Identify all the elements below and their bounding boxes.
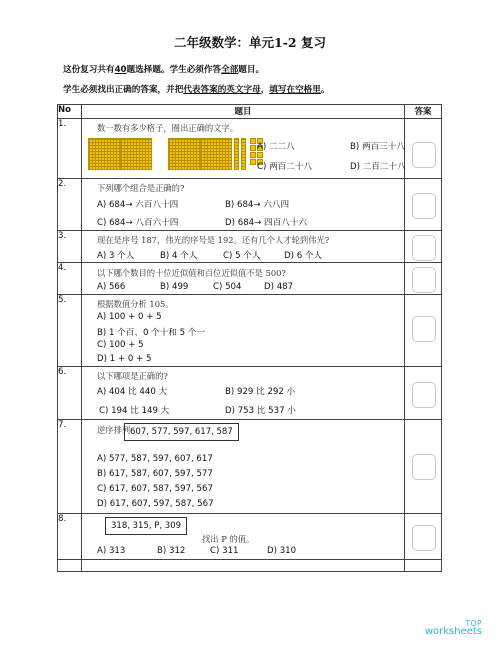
option-d[interactable]: D) 684→ 四百八十六 [225, 218, 308, 228]
answer-box-7[interactable] [412, 454, 436, 480]
answer-cell [405, 420, 442, 514]
question-7 [82, 420, 405, 514]
option-d[interactable]: D) 6 个人 [284, 251, 323, 261]
table-row [58, 179, 442, 231]
table-header-row [58, 105, 442, 119]
answer-box-4[interactable] [412, 267, 436, 293]
option-b[interactable]: B) 499 [160, 282, 189, 292]
question-number: 3. [58, 231, 82, 263]
intro-line-2: 学生必须找出正确的答案，并把代表答案的英文字母，填写在空格里。 [63, 85, 330, 95]
answer-cell [405, 231, 442, 263]
question-text: 根据数值分析 105。 [97, 299, 174, 309]
table-row [58, 295, 442, 367]
question-text: 数一数有多少格子，圈出正确的文字。 [97, 123, 239, 133]
answer-cell [405, 119, 442, 179]
answer-box-2[interactable] [412, 193, 436, 219]
question-text: 找出 P 的值。 [202, 534, 255, 544]
option-c[interactable]: C) 617, 607, 587, 597, 567 [97, 484, 213, 494]
option-c[interactable]: C) 5 个人 [223, 251, 261, 261]
answer-box-8[interactable] [412, 525, 436, 551]
answer-cell [405, 367, 442, 420]
option-b[interactable]: B) 4 个人 [160, 251, 198, 261]
answer-box-3[interactable] [412, 235, 436, 261]
option-d[interactable]: D) 310 [267, 546, 297, 556]
header-answer: 答案 [405, 105, 442, 119]
question-number: 8. [58, 514, 82, 560]
option-a[interactable]: A) 100 + 0 + 5 [97, 312, 162, 322]
question-text: 下列哪个组合是正确的? [97, 183, 185, 193]
option-a[interactable]: A) 404 比 440 大 [97, 387, 168, 397]
answer-box-6[interactable] [412, 382, 436, 408]
topworksheets-logo: TOP worksheets [424, 618, 482, 637]
option-b[interactable]: B) 617, 587, 607, 597, 577 [97, 469, 213, 479]
sequence-box: 318, 315, P, 309 [105, 517, 187, 535]
question-2 [82, 179, 405, 231]
question-text: 现在是序号 187，伟光的序号是 192。还有几个人才轮到伟光? [97, 235, 330, 245]
question-number: 7. [58, 420, 82, 514]
option-a[interactable]: A) 577, 587, 597, 607, 617 [97, 454, 213, 464]
question-4 [82, 263, 405, 295]
option-a[interactable]: A) 313 [97, 546, 126, 556]
option-d[interactable]: D) 753 比 537 小 [225, 406, 296, 416]
option-c[interactable]: C) 194 比 149 大 [99, 406, 170, 416]
header-question: 题目 [82, 105, 405, 119]
option-a[interactable]: A) 566 [97, 282, 126, 292]
answer-box-1[interactable] [412, 142, 436, 168]
option-b[interactable]: B) 684→ 六八四 [225, 200, 290, 210]
option-c[interactable]: C) 两百二十八 [257, 162, 313, 172]
option-d[interactable]: D) 二百二十八 [350, 162, 406, 172]
option-d[interactable]: D) 1 + 0 + 5 [97, 354, 152, 364]
option-b[interactable]: B) 两百三十八 [350, 142, 405, 152]
option-b[interactable]: B) 929 比 292 小 [225, 387, 296, 397]
answer-cell [405, 295, 442, 367]
table-row [58, 367, 442, 420]
question-text: 以下哪项是正确的? [97, 371, 168, 381]
option-c[interactable]: C) 504 [213, 282, 242, 292]
question-1 [82, 119, 405, 179]
header-no: No [58, 105, 82, 119]
quiz-table [57, 104, 442, 572]
sequence-box: 607, 577, 597, 617, 587 [124, 423, 239, 441]
table-row [58, 119, 442, 179]
answer-cell [405, 179, 442, 231]
answer-cell [405, 263, 442, 295]
question-number: 2. [58, 179, 82, 231]
table-row [58, 514, 442, 560]
question-5 [82, 295, 405, 367]
question-number: 4. [58, 263, 82, 295]
question-text: 以下哪个数目的十位近似值和百位近似值不是 500? [97, 268, 286, 278]
option-c[interactable]: C) 684→ 八百六十四 [97, 218, 179, 228]
question-8 [82, 514, 405, 560]
question-3 [82, 231, 405, 263]
option-a[interactable]: A) 684→ 六百八十四 [97, 200, 179, 210]
table-row [58, 231, 442, 263]
table-row-empty [58, 560, 442, 572]
intro-line-1: 这份复习共有40题选择题。学生必须作答全部题目。 [63, 65, 265, 75]
answer-cell [405, 514, 442, 560]
option-a[interactable]: A) 3 个人 [97, 251, 135, 261]
answer-box-5[interactable] [412, 316, 436, 342]
option-d[interactable]: D) 487 [264, 282, 294, 292]
question-6 [82, 367, 405, 420]
option-c[interactable]: C) 311 [210, 546, 239, 556]
option-b[interactable]: B) 312 [157, 546, 186, 556]
option-d[interactable]: D) 617, 607, 597, 587, 567 [97, 499, 214, 509]
page-title: 二年级数学：单元1-2 复习 [174, 35, 326, 50]
table-row [58, 420, 442, 514]
question-number: 5. [58, 295, 82, 367]
option-a[interactable]: A) 二二八 [257, 142, 295, 152]
question-number: 6. [58, 367, 82, 420]
question-number: 1. [58, 119, 82, 179]
question-text: 逆序排列 [97, 425, 131, 435]
option-c[interactable]: C) 100 + 5 [97, 340, 144, 350]
table-row [58, 263, 442, 295]
option-b[interactable]: B) 1 个百、0 个十和 5 个一 [97, 328, 206, 338]
